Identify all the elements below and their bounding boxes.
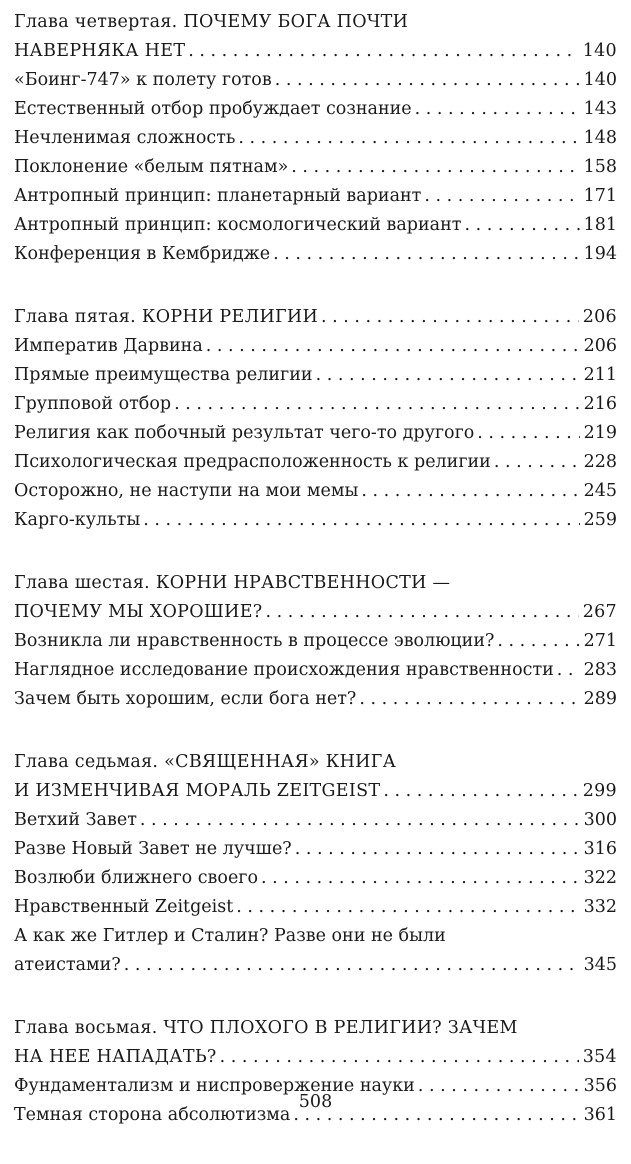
entry-page-number: 181 xyxy=(583,215,617,235)
toc-entry xyxy=(14,506,617,535)
entry-title: Возникла ли нравственность в процессе эволюции? xyxy=(14,631,495,651)
toc-entry xyxy=(14,806,617,835)
entry-page-number: 271 xyxy=(583,631,617,651)
chapter-heading-entry xyxy=(14,303,617,332)
entry-page-number: 356 xyxy=(583,1076,617,1096)
dot-leader xyxy=(557,656,580,685)
dot-leader xyxy=(316,361,580,390)
dot-leader xyxy=(238,124,579,153)
dot-leader xyxy=(295,835,580,864)
dot-leader xyxy=(497,627,579,656)
toc-entry xyxy=(14,419,617,448)
entry-page-number: 332 xyxy=(583,897,617,917)
entry-title: Разве Новый Завет не лучше? xyxy=(14,839,292,859)
dot-leader xyxy=(464,211,579,240)
entry-title: Антропный принцип: космологический вариант xyxy=(14,215,462,235)
dot-leader xyxy=(359,685,579,714)
entry-title: НА НЕЕ НАПАДАТЬ? xyxy=(14,1047,217,1067)
dot-leader xyxy=(124,951,580,980)
entry-page-number: 206 xyxy=(582,307,617,327)
entry-page-number: 211 xyxy=(583,365,617,385)
entry-page-number: 267 xyxy=(582,602,617,622)
entry-page-number: 283 xyxy=(583,660,617,680)
toc-entry xyxy=(14,361,617,390)
toc-entry xyxy=(14,893,617,922)
toc-entry xyxy=(14,153,617,182)
chapter-section xyxy=(14,303,617,535)
chapter-heading-entry xyxy=(14,777,617,806)
entry-page-number: 289 xyxy=(583,689,617,709)
entry-title: ПОЧЕМУ МЫ ХОРОШИЕ? xyxy=(14,602,263,622)
chapter-section xyxy=(14,748,617,980)
toc-entry xyxy=(14,835,617,864)
entry-page-number: 140 xyxy=(583,70,617,90)
entry-page-number: 140 xyxy=(582,41,617,61)
entry-page-number: 354 xyxy=(582,1047,617,1067)
entry-page-number: 219 xyxy=(583,423,617,443)
entry-page-number: 345 xyxy=(583,955,617,975)
chapter-heading-line: Глава седьмая. «СВЯЩЕННАЯ» КНИГА xyxy=(14,752,397,772)
entry-title: Антропный принцип: планетарный вариант xyxy=(14,186,422,206)
entry-page-number: 361 xyxy=(583,1105,617,1125)
dot-leader xyxy=(143,506,579,535)
entry-title: И ИЗМЕНЧИВАЯ МОРАЛЬ ZEITGEIST xyxy=(14,781,381,801)
entry-title: Императив Дарвина xyxy=(14,336,203,356)
entry-title: Фундаментализм и ниспровержение науки xyxy=(14,1076,415,1096)
entry-title: Конференция в Кембридже xyxy=(14,244,271,264)
entry-page-number: 245 xyxy=(583,481,617,501)
toc-entry xyxy=(14,685,617,714)
entry-page-number: 259 xyxy=(583,510,617,530)
dot-leader xyxy=(273,240,579,269)
entry-title: «Боинг-747» к полету готов xyxy=(14,70,272,90)
entry-title: Прямые преимущества религии xyxy=(14,365,313,385)
toc-entry xyxy=(14,656,617,685)
toc-entry xyxy=(14,124,617,153)
entry-title: Глава пятая. КОРНИ РЕЛИГИИ xyxy=(14,307,319,327)
toc-entry xyxy=(14,182,617,211)
entry-title: Естественный отбор пробуждает сознание xyxy=(14,99,412,119)
dot-leader xyxy=(415,95,580,124)
entry-page-number: 143 xyxy=(583,99,617,119)
dot-leader xyxy=(140,806,580,835)
entry-title: Темная сторона абсолютизма xyxy=(14,1105,291,1125)
entry-page-number: 316 xyxy=(583,839,617,859)
entry-title-line: А как же Гитлер и Сталин? Разве они не были xyxy=(14,926,446,946)
dot-leader xyxy=(291,153,579,182)
chapter-section xyxy=(14,569,617,714)
dot-leader xyxy=(206,332,580,361)
chapter-heading-entry xyxy=(14,1043,617,1072)
page-number: 508 xyxy=(298,1092,333,1112)
toc-entry xyxy=(14,240,617,269)
dot-leader xyxy=(383,777,578,806)
entry-page-number: 158 xyxy=(583,157,617,177)
toc-entry xyxy=(14,864,617,893)
toc-entry xyxy=(14,627,617,656)
entry-title: Ветхий Завет xyxy=(14,810,137,830)
dot-leader xyxy=(361,477,579,506)
toc-entry xyxy=(14,66,617,95)
entry-page-number: 194 xyxy=(583,244,617,264)
table-of-contents xyxy=(14,8,617,1164)
toc-entry xyxy=(14,95,617,124)
toc-entry xyxy=(14,448,617,477)
entry-title: Осторожно, не наступи на мои мемы xyxy=(14,481,359,501)
entry-title: атеистами? xyxy=(14,955,121,975)
entry-title: Нечленимая сложность xyxy=(14,128,236,148)
chapter-heading-entry xyxy=(14,37,617,66)
entry-page-number: 148 xyxy=(583,128,617,148)
chapter-heading-line: Глава четвертая. ПОЧЕМУ БОГА ПОЧТИ xyxy=(14,12,409,32)
entry-title: Религия как побочный результат чего-то другого xyxy=(14,423,475,443)
chapter-heading-entry xyxy=(14,598,617,627)
entry-page-number: 216 xyxy=(583,394,617,414)
dot-leader xyxy=(321,303,579,332)
entry-page-number: 206 xyxy=(583,336,617,356)
entry-title: Нравственный Zeitgeist xyxy=(14,897,234,917)
dot-leader xyxy=(236,893,579,922)
entry-title: Карго-культы xyxy=(14,510,141,530)
entry-title: Групповой отбор xyxy=(14,394,172,414)
dot-leader xyxy=(261,864,580,893)
entry-title: Поклонение «белым пятнам» xyxy=(14,157,289,177)
entry-page-number: 171 xyxy=(583,186,617,206)
toc-entry xyxy=(14,332,617,361)
entry-page-number: 299 xyxy=(582,781,617,801)
dot-leader xyxy=(424,182,579,211)
entry-page-number: 228 xyxy=(583,452,617,472)
entry-title: Психологическая предрасположенность к религии xyxy=(14,452,491,472)
toc-entry xyxy=(14,951,617,980)
entry-title: НАВЕРНЯКА НЕТ xyxy=(14,41,186,61)
dot-leader xyxy=(188,37,578,66)
dot-leader xyxy=(220,1043,579,1072)
dot-leader xyxy=(275,66,580,95)
entry-title: Наглядное исследование происхождения нравственности xyxy=(14,660,554,680)
dot-leader xyxy=(477,419,579,448)
entry-page-number: 300 xyxy=(583,810,617,830)
entry-page-number: 322 xyxy=(583,868,617,888)
toc-entry xyxy=(14,477,617,506)
chapter-section xyxy=(14,8,617,269)
entry-title: Зачем быть хорошим, если бога нет? xyxy=(14,689,357,709)
chapter-heading-line: Глава восьмая. ЧТО ПЛОХОГО В РЕЛИГИИ? ЗАЧЕМ xyxy=(14,1018,518,1038)
dot-leader xyxy=(494,448,580,477)
entry-title: Возлюби ближнего своего xyxy=(14,868,259,888)
toc-entry xyxy=(14,390,617,419)
dot-leader xyxy=(174,390,580,419)
dot-leader xyxy=(265,598,578,627)
chapter-heading-line: Глава шестая. КОРНИ НРАВСТВЕННОСТИ — xyxy=(14,573,451,593)
toc-entry xyxy=(14,211,617,240)
